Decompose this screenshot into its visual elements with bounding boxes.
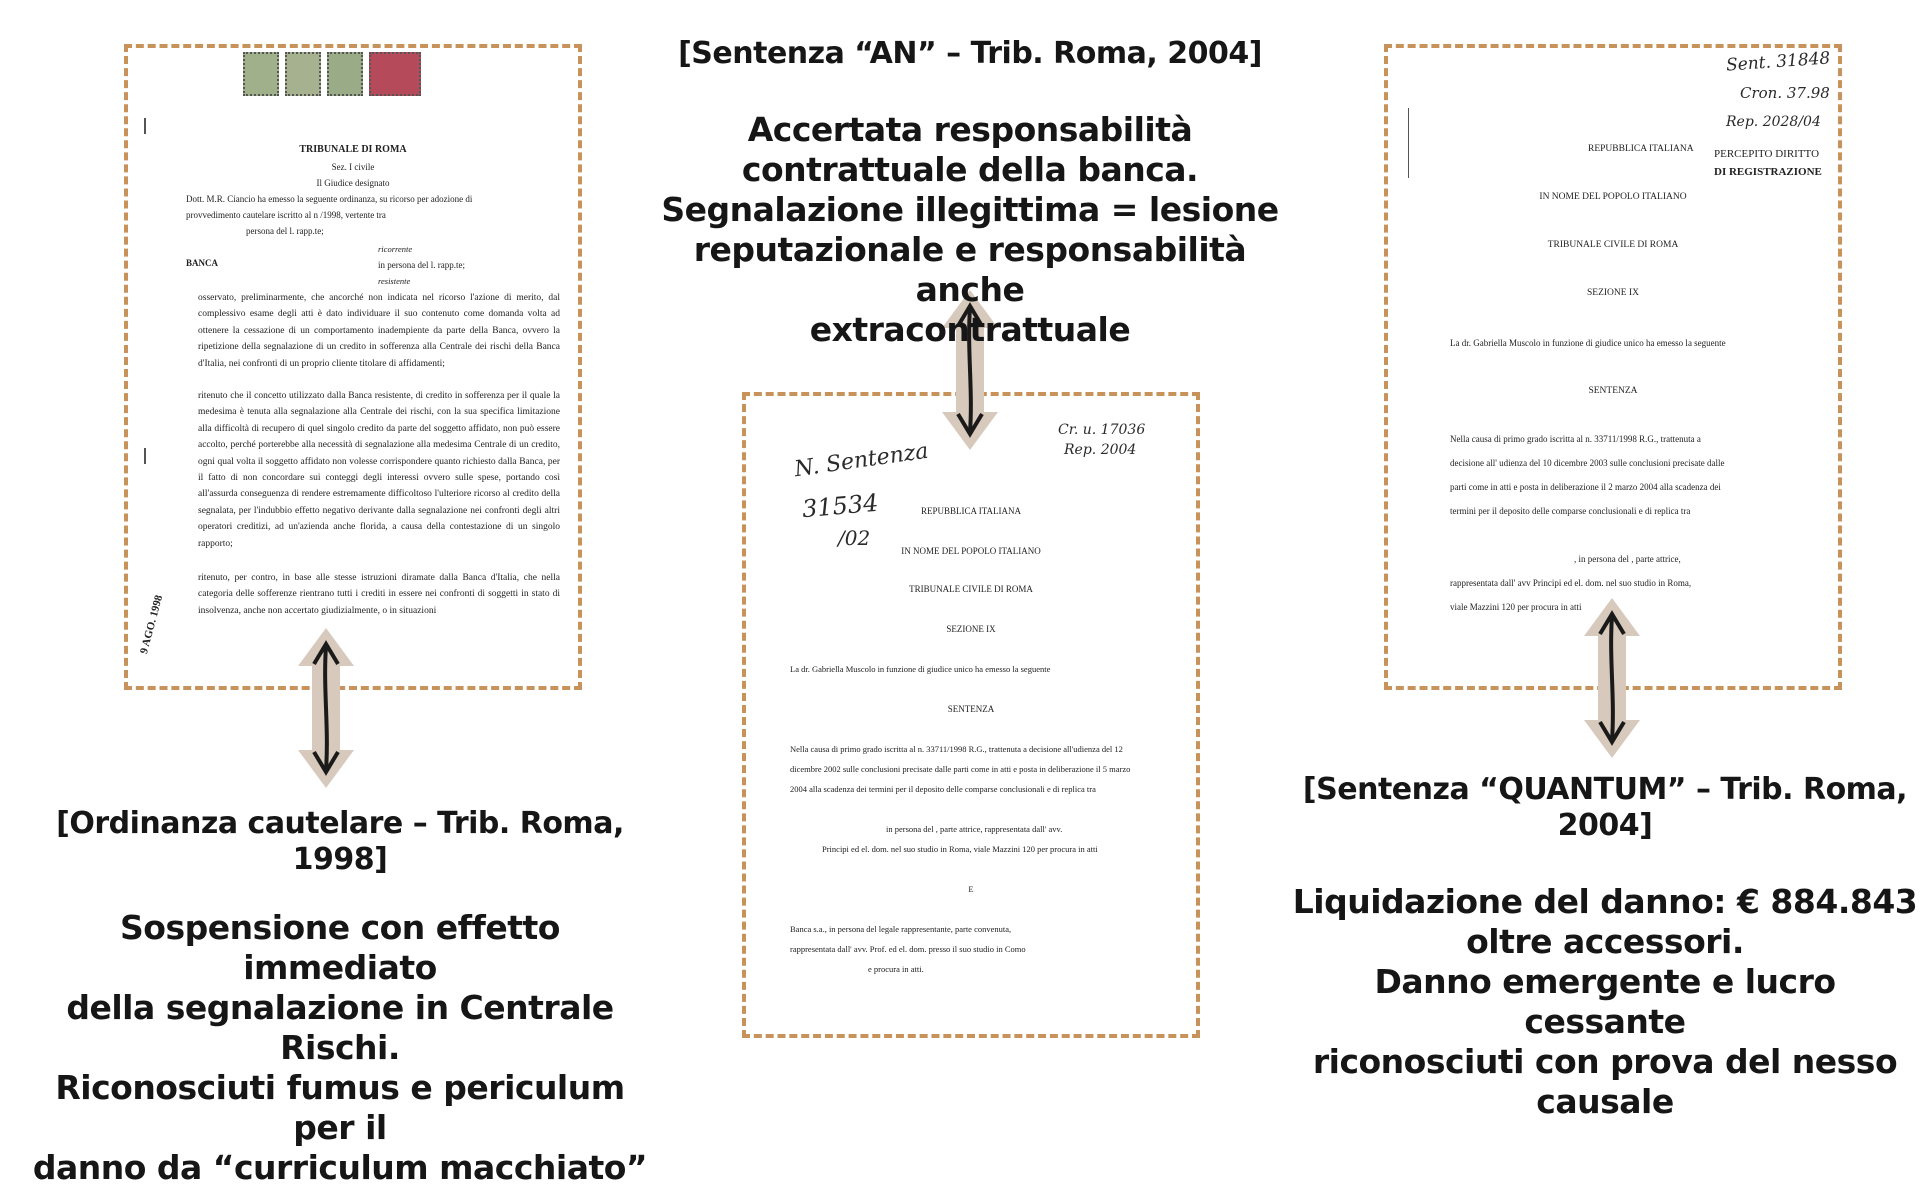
left-document-image xyxy=(124,44,582,690)
doc-section: SEZIONE IX xyxy=(946,624,996,634)
doc-line: decisione all' udienza del 10 dicembre 2003 sulle conclusioni precisate dalle xyxy=(1450,458,1725,468)
doc-intro: provvedimento cautelare iscritto al n /1998, vertente tra xyxy=(186,210,386,220)
margin-mark xyxy=(144,118,146,134)
body-line: reputazionale e responsabilità anche xyxy=(693,230,1247,309)
left-body xyxy=(20,908,660,1188)
body-line: danno da “curriculum macchiato” xyxy=(32,1148,648,1187)
doc-party: BANCA xyxy=(186,258,219,268)
doc-section: Sez. I civile xyxy=(331,162,375,172)
doc-republic: REPUBBLICA ITALIANA xyxy=(1588,144,1694,154)
doc-registration-stamp: PERCEPITO DIRITTO xyxy=(1714,148,1820,160)
body-line: contrattuale della banca. xyxy=(741,150,1199,189)
handwritten-note: 31534 xyxy=(800,488,880,524)
handwritten-note: Rep. 2028/04 xyxy=(1726,114,1821,130)
revenue-stamps xyxy=(243,50,443,100)
doc-line: viale Mazzini 120 per procura in atti xyxy=(1450,602,1582,612)
right-heading: [Sentenza “QUANTUM” – Trib. Roma, 2004] xyxy=(1302,772,1908,843)
doc-role: resistente xyxy=(378,276,411,286)
margin-mark xyxy=(144,448,146,464)
doc-line: Nella causa di primo grado iscritta al n. 33711/1998 R.G., trattenuta a decisione all'udienza del 12 xyxy=(790,744,1123,754)
body-line: riconosciuti con prova del nesso xyxy=(1312,1042,1898,1081)
center-body xyxy=(650,110,1290,350)
doc-line: dicembre 2002 sulle conclusioni precisate dalle parti come in atti e posta in deliberazione il 5 marzo xyxy=(790,764,1131,774)
left-heading: [Ordinanza cautelare – Trib. Roma, 1998] xyxy=(56,806,624,877)
body-line: Riconosciuti fumus e periculum per il xyxy=(55,1068,625,1147)
doc-line: in persona del , parte attrice, rappresentata dall' avv. xyxy=(886,824,1063,834)
double-arrow-icon xyxy=(1582,598,1642,758)
right-caption xyxy=(1290,772,1920,1122)
center-document-image xyxy=(742,392,1200,1038)
margin-mark xyxy=(1408,108,1409,178)
stamp-icon xyxy=(243,52,279,96)
doc-intro: persona del l. rapp.te; xyxy=(246,226,324,236)
center-caption xyxy=(650,36,1290,350)
handwritten-note: Rep. 2004 xyxy=(1064,442,1137,458)
doc-judge: Il Giudice designato xyxy=(316,178,390,188)
handwritten-note: Cron. 37.98 xyxy=(1740,84,1830,102)
doc-date-stamp: 9 AGO. 1998 xyxy=(138,593,166,656)
doc-line: rappresentata dall' avv. Prof. ed el. dom. presso il suo studio in Como xyxy=(790,944,1026,954)
doc-line: Banca s.a., in persona del legale rappresentante, parte convenuta, xyxy=(790,924,1012,934)
doc-registration-stamp: DI REGISTRAZIONE xyxy=(1714,166,1822,178)
doc-judge: La dr. Gabriella Muscolo in funzione di giudice unico ha emesso la seguente xyxy=(790,664,1051,674)
doc-intro: Dott. M.R. Ciancio ha emesso la seguente ordinanza, su ricorso per adozione di xyxy=(186,194,473,204)
body-line: Segnalazione illegittima = lesione xyxy=(661,190,1279,229)
doc-paragraph: ritenuto che il concetto utilizzato dalla Banca resistente, di credito in sofferenza per il quale la medesima è tenuta alla segnalazione alla Centrale dei rischi, con la sua specifica limitazione alla difficoltà di recupero di quel singolo credito da parte del soggetto affidato, non può essere accolto, perché porterebbe alla necessità di segnalazione alla medesima Centrale di un credito, ogni qual volta il soggetto affidato non volesse corrispondere quanto richiesto dalla Banca, per il fatto di non concordare sui conteggi degli interessi ovvero sulle spese, portando così all'assurda conseguenza di rendere estremamente difficoltoso l'ulteriore ricorso al credito della segnalata, per l'indubbio effetto negativo derivante dalla segnalazione nei confronti degli altri operatori creditizi, ad un'azienda anche florida, a causa della contestazione di un singolo rapporto; xyxy=(198,391,560,549)
doc-line: e procura in atti. xyxy=(868,964,924,974)
stamp-icon xyxy=(285,52,321,96)
body-line: oltre accessori. xyxy=(1466,922,1744,961)
body-line: della segnalazione in Centrale Rischi. xyxy=(66,988,614,1067)
doc-court: TRIBUNALE CIVILE DI ROMA xyxy=(909,584,1033,594)
right-body xyxy=(1290,882,1920,1122)
handwritten-note: /02 xyxy=(838,526,871,550)
stamp-icon xyxy=(369,52,421,96)
body-line: causale xyxy=(1536,1082,1674,1121)
handwritten-note: Cr. u. 17036 xyxy=(1058,422,1146,438)
doc-title: SENTENZA xyxy=(1588,386,1638,396)
stamp-icon xyxy=(327,52,363,96)
doc-line: Nella causa di primo grado iscritta al n. 33711/1998 R.G., trattenuta a xyxy=(1450,434,1701,444)
right-document-image xyxy=(1384,44,1842,690)
doc-judge: La dr. Gabriella Muscolo in funzione di giudice unico ha emesso la seguente xyxy=(1450,338,1726,348)
left-caption xyxy=(20,806,660,1188)
body-line: Liquidazione del danno: € 884.843 xyxy=(1292,882,1918,921)
doc-court: TRIBUNALE DI ROMA xyxy=(299,144,407,155)
handwritten-note: Sent. 31848 xyxy=(1725,48,1831,76)
doc-rep: in persona del l. rapp.te; xyxy=(378,260,465,270)
doc-line: E xyxy=(968,884,974,894)
doc-role: ricorrente xyxy=(378,244,413,254)
handwritten-note: N. Sentenza xyxy=(792,438,930,483)
doc-paragraph: ritenuto, per contro, in base alle stesse istruzioni diramate dalla Banca d'Italia, che nella categoria delle sofferenze rientrano tutti i crediti in essere nei confronti di soggetti in stato di insolvenza, anche non accertato giudizialmente, o in situazioni xyxy=(198,573,560,616)
body-line: Danno emergente e lucro cessante xyxy=(1374,962,1836,1041)
double-arrow-icon xyxy=(296,628,356,788)
doc-line: parti come in atti e posta in deliberazione il 2 marzo 2004 alla scadenza dei xyxy=(1450,482,1721,492)
doc-court: TRIBUNALE CIVILE DI ROMA xyxy=(1547,240,1679,250)
doc-republic: REPUBBLICA ITALIANA xyxy=(920,506,1022,516)
body-line: Sospensione con effetto immediato xyxy=(120,908,560,987)
body-line: extracontrattuale xyxy=(809,310,1131,349)
center-heading: [Sentenza “AN” – Trib. Roma, 2004] xyxy=(678,36,1262,71)
doc-line: Principi ed el. dom. nel suo studio in Roma, viale Mazzini 120 per procura in atti xyxy=(822,844,1098,854)
doc-title: SENTENZA xyxy=(947,704,995,714)
doc-section: SEZIONE IX xyxy=(1587,288,1639,298)
doc-paragraph: osservato, preliminarmente, che ancorché non indicata nel ricorso l'azione di merito, dal complessivo esame degli atti è dato individuare il suo contenuto come domanda volta ad ottenere la cessazione di un comportamento inadempiente da parte della Banca, ovvero la ripetizione della segnalazione di un credito in sofferenza alla Centrale dei rischi della Banca d'Italia, nei confronti di un proprio cliente titolare di affidamenti; xyxy=(198,293,560,369)
doc-line: termini per il deposito delle comparse conclusionali e di replica tra xyxy=(1450,506,1691,516)
doc-line: rappresentata dall' avv Principi ed el. dom. nel suo studio in Roma, xyxy=(1450,578,1692,588)
doc-line: , in persona del , parte attrice, xyxy=(1574,554,1681,564)
doc-line: 2004 alla scadenza dei termini per il deposito delle comparse conclusionali e di replica tra xyxy=(790,784,1096,794)
doc-people: IN NOME DEL POPOLO ITALIANO xyxy=(1539,192,1687,202)
body-line: Accertata responsabilità xyxy=(747,110,1193,149)
doc-people: IN NOME DEL POPOLO ITALIANO xyxy=(901,546,1041,556)
